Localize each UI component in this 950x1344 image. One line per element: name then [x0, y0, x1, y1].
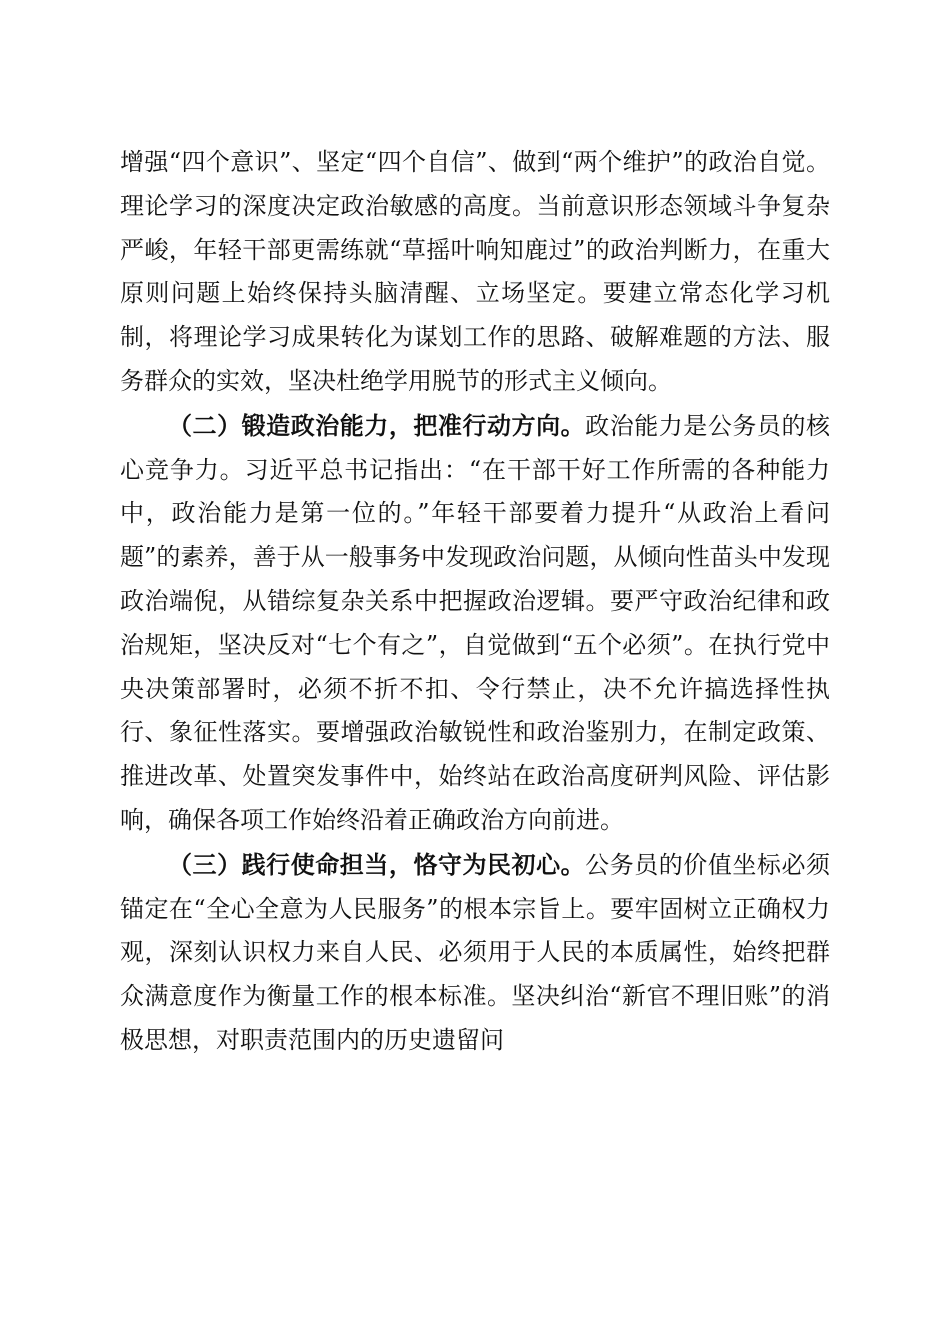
section-heading: （三）践行使命担当，恪守为民初心。: [168, 849, 586, 879]
paragraph-text: 公务员的价值坐标必须锚定在“全心全意为人民服务”的根本宗旨上。要牢固树立正确权力观，深刻认识权力来自人民、必须用于人民的本质属性，始终把群众满意度作为衡量工作的根本标准。坚决纠治“新官不理旧账”的消极思想，对职责范围内的历史遗留问: [120, 850, 831, 1054]
paragraph-section-3: [120, 843, 830, 1063]
paragraph-continued: [120, 141, 830, 404]
paragraph-text: 增强“四个意识”、坚定“四个自信”、做到“两个维护”的政治自觉。理论学习的深度决定政治敏感的高度。当前意识形态领域斗争复杂严峻，年轻干部更需练就“草摇叶响知鹿过”的政治判断力，在重大原则问题上始终保持头脑清醒、立场坚定。要建立常态化学习机制，将理论学习成果转化为谋划工作的思路、破解难题的方法、服务群众的实效，坚决杜绝学用脱节的形式主义倾向。: [120, 148, 830, 395]
paragraph-text: 政治能力是公务员的核心竞争力。习近平总书记指出：“在干部干好工作所需的各种能力中，政治能力是第一位的。”年轻干部要着力提升“从政治上看问题”的素养，善于从一般事务中发现政治问题，从倾向性苗头中发现政治端倪，从错综复杂关系中把握政治逻辑。要严守政治纪律和政治规矩，坚决反对“七个有之”，自觉做到“五个必须”。在执行党中央决策部署时，必须不折不扣、令行禁止，决不允许搞选择性执行、象征性落实。要增强政治敏锐性和政治鉴别力，在制定政策、推进改革、处置突发事件中，始终站在政治高度研判风险、评估影响，确保各项工作始终沿着正确政治方向前进。: [120, 411, 831, 834]
paragraph-section-2: [120, 404, 830, 843]
document-body: [120, 141, 830, 1063]
section-heading: （二）锻造政治能力，把准行动方向。: [168, 410, 586, 440]
